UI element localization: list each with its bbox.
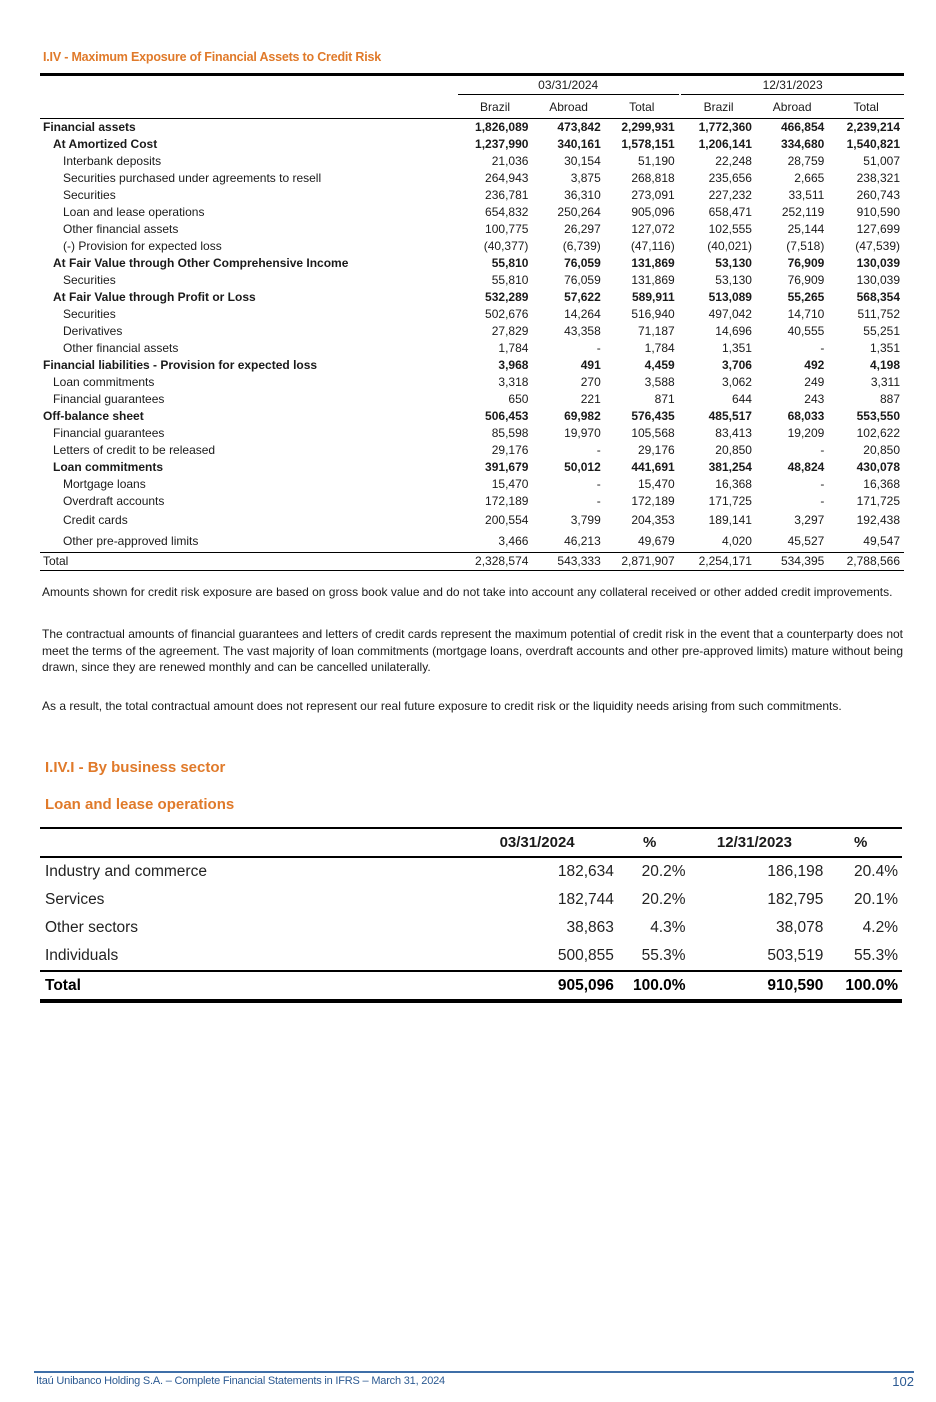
- cell-value: 3,968: [498, 358, 529, 372]
- cell-value: 102,622: [856, 426, 900, 440]
- table-row: [40, 238, 904, 255]
- row-label: Securities: [63, 188, 116, 202]
- cell-value: 3,706: [721, 358, 752, 372]
- cell-value: 532,289: [485, 290, 529, 304]
- cell-value: 16,368: [863, 477, 900, 491]
- cell-value: 172,189: [485, 494, 529, 508]
- cell-value: -: [820, 494, 825, 508]
- cell-value: 22,248: [715, 154, 752, 168]
- table-row: Industry and commerce 182,634 20.2% 186,198 20.4%: [45, 863, 898, 880]
- cell-value: 273,091: [631, 188, 675, 202]
- period-header-2023: 12/31/2023: [681, 77, 904, 95]
- cell-value: 1,772,360: [698, 120, 752, 134]
- col-header-date-2024: 03/31/2024: [499, 834, 575, 851]
- sector-section-subtitle: Loan and lease operations: [45, 796, 235, 813]
- cell-value: -: [596, 477, 601, 491]
- cell-value: (40,377): [483, 239, 529, 253]
- col-header-brazil: Brazil: [703, 99, 734, 114]
- cell-value: 381,254: [708, 460, 752, 474]
- row-label: At Fair Value through Profit or Loss: [53, 290, 256, 304]
- cell-value: -: [820, 443, 825, 457]
- col-header-brazil: Brazil: [480, 99, 511, 114]
- cell-value: 68,033: [787, 409, 825, 423]
- cell-value: 53,130: [715, 256, 752, 270]
- row-label: Total: [40, 553, 458, 571]
- cell-value: 871: [654, 392, 675, 406]
- cell-value: 49,547: [863, 534, 900, 548]
- cell-value: 127,072: [631, 222, 675, 236]
- cell-value: 20,850: [715, 443, 752, 457]
- cell-value: 36,310: [564, 188, 601, 202]
- cell-value: 910,590: [856, 205, 900, 219]
- cell-value: 53,130: [715, 273, 752, 287]
- cell-value: 3,318: [498, 375, 529, 389]
- cell-value: 131,869: [631, 273, 675, 287]
- cell-value: 102,555: [708, 222, 752, 236]
- cell-value: 29,176: [638, 443, 675, 457]
- cell-value: 1,540,821: [846, 137, 900, 151]
- cell-value: 85,598: [491, 426, 529, 440]
- cell-value: 2,239,214: [846, 120, 900, 134]
- cell-value: 3,799: [570, 513, 601, 527]
- cell-value: 658,471: [708, 205, 752, 219]
- cell-value: 55,810: [491, 273, 529, 287]
- table-row: [40, 306, 904, 323]
- table-row: [40, 204, 904, 221]
- cell-value: 235,656: [708, 171, 752, 185]
- cell-value: 55,265: [787, 290, 825, 304]
- cell-value: 268,818: [631, 171, 675, 185]
- table-row: [40, 531, 904, 553]
- row-label: Securities: [63, 307, 116, 321]
- cell-value: 76,059: [564, 273, 601, 287]
- table-row: [40, 255, 904, 272]
- table-row: [40, 170, 904, 187]
- cell-value: 100,775: [485, 222, 529, 236]
- cell-value: 171,725: [856, 494, 900, 508]
- table-row: [40, 459, 904, 476]
- row-label: Securities: [63, 273, 116, 287]
- cell-value: 14,264: [564, 307, 601, 321]
- cell-value: 249: [804, 375, 825, 389]
- sector-section-title: I.IV.I - By business sector: [45, 759, 226, 776]
- table-row: [40, 391, 904, 408]
- cell-value: 227,232: [708, 188, 752, 202]
- cell-value: 1,206,141: [698, 137, 752, 151]
- row-label: At Fair Value through Other Comprehensive Income: [53, 256, 349, 270]
- cell-value: 43,358: [564, 324, 601, 338]
- table-row: [40, 374, 904, 391]
- cell-value: 221: [580, 392, 601, 406]
- cell-value: 340,161: [557, 137, 601, 151]
- cell-value: 1,784: [498, 341, 529, 355]
- cell-value: 3,466: [498, 534, 529, 548]
- sector-table: [40, 827, 902, 1003]
- footer-rule: [34, 1371, 914, 1373]
- col-header-date-2023: 12/31/2023: [716, 834, 792, 851]
- cell-value: 172,189: [631, 494, 675, 508]
- cell-value: -: [596, 443, 601, 457]
- cell-value: 46,213: [564, 534, 601, 548]
- table-row: [40, 493, 904, 510]
- table-row: [40, 510, 904, 531]
- row-label: (-) Provision for expected loss: [63, 239, 222, 253]
- cell-value: 2,254,171: [681, 553, 756, 571]
- cell-value: 236,781: [485, 188, 529, 202]
- row-label: At Amortized Cost: [53, 137, 158, 151]
- row-label: Mortgage loans: [63, 477, 146, 491]
- col-header-total: Total: [853, 99, 879, 114]
- cell-value: 2,665: [794, 171, 825, 185]
- cell-value: 250,264: [557, 205, 601, 219]
- row-label: Loan commitments: [53, 375, 155, 389]
- row-label: Overdraft accounts: [63, 494, 165, 508]
- cell-value: 30,154: [564, 154, 601, 168]
- cell-value: 3,875: [570, 171, 601, 185]
- cell-value: 83,413: [715, 426, 752, 440]
- cell-value: 243: [804, 392, 825, 406]
- cell-value: (7,518): [786, 239, 825, 253]
- cell-value: 4,198: [869, 358, 900, 372]
- cell-value: 905,096: [631, 205, 675, 219]
- cell-value: 3,588: [644, 375, 675, 389]
- cell-value: 19,970: [564, 426, 601, 440]
- cell-value: (47,539): [855, 239, 900, 253]
- table-row: [40, 408, 904, 425]
- cell-value: 391,679: [485, 460, 529, 474]
- cell-value: 26,297: [564, 222, 601, 236]
- cell-value: (47,116): [630, 239, 675, 253]
- col-header-abroad: Abroad: [549, 99, 588, 114]
- row-label: Loan and lease operations: [63, 205, 205, 219]
- footer-text: Itaú Unibanco Holding S.A. – Complete Financial Statements in IFRS – March 31, 2024: [36, 1375, 445, 1387]
- cell-value: 473,842: [557, 120, 601, 134]
- cell-value: 51,190: [638, 154, 675, 168]
- cell-value: 506,453: [485, 409, 529, 423]
- period-header-2024: 03/31/2024: [458, 77, 679, 95]
- cell-value: 2,788,566: [828, 553, 904, 571]
- row-label: Derivatives: [63, 324, 123, 338]
- cell-value: 200,554: [485, 513, 529, 527]
- table-row: [40, 425, 904, 442]
- table-total-row: Total 905,096 100.0% 910,590 100.0%: [40, 971, 902, 1001]
- cell-value: 55,810: [491, 256, 529, 270]
- cell-value: 21,036: [491, 154, 529, 168]
- cell-value: 27,829: [491, 324, 529, 338]
- cell-value: 497,042: [708, 307, 752, 321]
- cell-value: 1,784: [644, 341, 675, 355]
- table-total-row: [40, 553, 904, 571]
- cell-value: 15,470: [491, 477, 529, 491]
- cell-value: 2,328,574: [458, 553, 533, 571]
- row-label: Financial guarantees: [53, 392, 165, 406]
- cell-value: 1,237,990: [475, 137, 529, 151]
- cell-value: 2,871,907: [605, 553, 679, 571]
- table-row: [40, 289, 904, 306]
- row-label: Interbank deposits: [63, 154, 162, 168]
- cell-value: 28,759: [787, 154, 825, 168]
- cell-value: (40,021): [707, 239, 752, 253]
- cell-value: 3,311: [870, 375, 900, 389]
- cell-value: 105,568: [631, 426, 675, 440]
- row-label: Credit cards: [63, 513, 128, 527]
- col-header-abroad: Abroad: [772, 99, 812, 114]
- row-label: Other financial assets: [63, 341, 179, 355]
- row-label: Off-balance sheet: [43, 409, 144, 423]
- section-title: I.IV - Maximum Exposure of Financial Assets to Credit Risk: [43, 50, 382, 64]
- row-label: Loan commitments: [53, 460, 164, 474]
- cell-value: 131,869: [631, 256, 675, 270]
- cell-value: 29,176: [491, 443, 529, 457]
- cell-value: 334,680: [780, 137, 825, 151]
- note-paragraph: Amounts shown for credit risk exposure are based on gross book value and do not take into account any collateral received or other added credit improvements.: [42, 585, 893, 599]
- table-row: [40, 187, 904, 204]
- cell-value: 127,699: [856, 222, 900, 236]
- table-row: [40, 119, 904, 137]
- cell-value: 45,527: [787, 534, 825, 548]
- cell-value: 644: [731, 392, 752, 406]
- cell-value: 1,826,089: [475, 120, 529, 134]
- table-row: [40, 442, 904, 459]
- cell-value: 55,251: [863, 324, 900, 338]
- cell-value: 485,517: [708, 409, 752, 423]
- cell-value: 1,578,151: [621, 137, 675, 151]
- table-row: Services 182,744 20.2% 182,795 20.1%: [45, 891, 898, 908]
- cell-value: 130,039: [856, 273, 900, 287]
- cell-value: 576,435: [631, 409, 675, 423]
- cell-value: 252,119: [781, 205, 825, 219]
- cell-value: 264,943: [485, 171, 529, 185]
- note-paragraph: The contractual amounts of financial guarantees and letters of credit cards represent the maximum potential of credit risk in the event that a counterparty does not meet the terms of the agreement. The vast majority of loan commitments (mortgage loans, overdraft accounts and other pre-approved limits) mature without being drawn, since they are renewed monthly and can be cancelled unilaterally.: [42, 627, 903, 674]
- cell-value: 3,297: [794, 513, 825, 527]
- cell-value: 204,353: [631, 513, 675, 527]
- note-paragraph: As a result, the total contractual amount does not represent our real future exposure to credit risk or the liquidity needs arising from such commitments.: [42, 699, 842, 713]
- credit-exposure-table: [40, 73, 904, 571]
- cell-value: 4,459: [644, 358, 675, 372]
- cell-value: 3,062: [721, 375, 752, 389]
- cell-value: 189,141: [708, 513, 752, 527]
- cell-value: 76,059: [564, 256, 601, 270]
- cell-value: 14,710: [787, 307, 825, 321]
- table-row: [40, 323, 904, 340]
- cell-value: 516,940: [631, 307, 675, 321]
- row-label: Other pre-approved limits: [63, 534, 199, 548]
- cell-value: 568,354: [856, 290, 900, 304]
- cell-value: 50,012: [564, 460, 601, 474]
- cell-value: 1,351: [869, 341, 900, 355]
- row-label: Securities purchased under agreements to resell: [63, 171, 322, 185]
- cell-value: 15,470: [638, 477, 675, 491]
- page-number: 102: [892, 1374, 914, 1389]
- cell-value: 466,854: [780, 120, 825, 134]
- cell-value: 553,550: [856, 409, 900, 423]
- row-label: Financial assets: [43, 120, 136, 134]
- cell-value: (6,739): [562, 239, 601, 253]
- cell-value: 130,039: [856, 256, 900, 270]
- cell-value: -: [820, 341, 825, 355]
- table-row: [40, 136, 904, 153]
- cell-value: 430,078: [856, 460, 900, 474]
- cell-value: 25,144: [787, 222, 825, 236]
- cell-value: 19,209: [787, 426, 825, 440]
- cell-value: 20,850: [863, 443, 900, 457]
- col-header-pct: %: [643, 834, 657, 851]
- cell-value: 650: [508, 392, 529, 406]
- table-row: Individuals 500,855 55.3% 503,519 55.3%: [45, 947, 898, 964]
- cell-value: 76,909: [787, 256, 825, 270]
- table-row: [40, 221, 904, 238]
- cell-value: 33,511: [788, 188, 825, 202]
- col-header-pct: %: [854, 834, 868, 851]
- cell-value: 511,752: [857, 307, 900, 321]
- cell-value: 40,555: [787, 324, 825, 338]
- cell-value: 534,395: [756, 553, 828, 571]
- cell-value: 171,725: [708, 494, 752, 508]
- cell-value: 49,679: [638, 534, 675, 548]
- cell-value: -: [596, 494, 601, 508]
- table-row: [40, 357, 904, 374]
- cell-value: 192,438: [856, 513, 900, 527]
- cell-value: -: [820, 477, 825, 491]
- row-label: Financial guarantees: [53, 426, 165, 440]
- cell-value: 69,982: [564, 409, 601, 423]
- table-row: [40, 272, 904, 289]
- row-label: Other financial assets: [63, 222, 179, 236]
- cell-value: 492: [804, 358, 825, 372]
- cell-value: 76,909: [787, 273, 825, 287]
- cell-value: -: [596, 341, 601, 355]
- cell-value: 71,187: [638, 324, 675, 338]
- row-label: Letters of credit to be released: [53, 443, 216, 457]
- col-header-total: Total: [629, 99, 655, 114]
- cell-value: 4,020: [721, 534, 752, 548]
- cell-value: 513,089: [708, 290, 752, 304]
- cell-value: 51,007: [863, 154, 900, 168]
- table-row: Other sectors 38,863 4.3% 38,078 4.2%: [45, 919, 898, 936]
- cell-value: 502,676: [485, 307, 529, 321]
- cell-value: 57,622: [564, 290, 601, 304]
- row-label: Financial liabilities - Provision for expected loss: [43, 358, 318, 372]
- cell-value: 238,321: [856, 171, 900, 185]
- table-row: [40, 340, 904, 357]
- cell-value: 16,368: [715, 477, 752, 491]
- cell-value: 48,824: [787, 460, 825, 474]
- cell-value: 654,832: [485, 205, 529, 219]
- cell-value: 543,333: [532, 553, 604, 571]
- cell-value: 1,351: [721, 341, 752, 355]
- cell-value: 260,743: [856, 188, 900, 202]
- table-row: [40, 476, 904, 493]
- cell-value: 14,696: [715, 324, 752, 338]
- table-row: [40, 153, 904, 170]
- cell-value: 887: [879, 392, 900, 406]
- cell-value: 2,299,931: [621, 120, 675, 134]
- cell-value: 441,691: [631, 460, 675, 474]
- cell-value: 589,911: [631, 290, 675, 304]
- cell-value: 491: [580, 358, 601, 372]
- cell-value: 270: [580, 375, 601, 389]
